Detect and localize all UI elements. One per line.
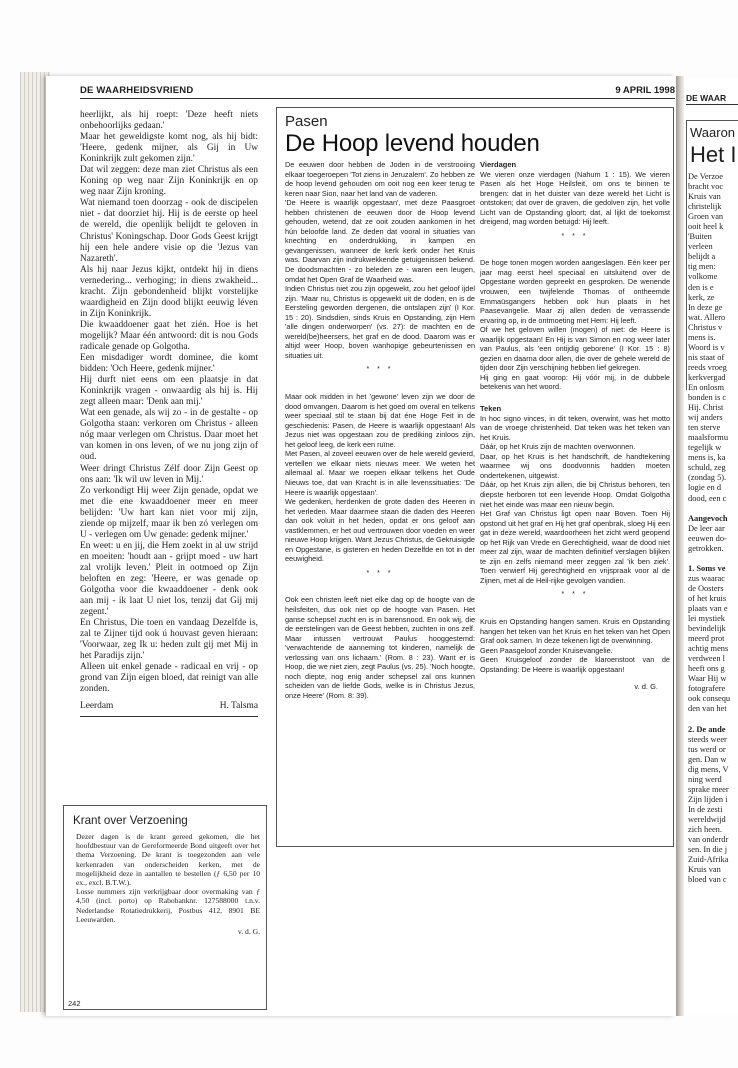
right-text-line: (zondag 5). xyxy=(688,473,727,483)
right-text-line: ooit heel k xyxy=(688,222,724,232)
right-text-line: kerk, ze xyxy=(688,292,715,302)
paragraph: Daar, op het Kruis is het handschrift, de handtekening waarmee wij ons doodvonnis hadden moeten ondertekenen, uitgewist. xyxy=(480,451,670,480)
right-text-line: dig mens, V xyxy=(688,764,729,774)
right-text-line: christelijk xyxy=(688,202,722,212)
issue-date: 9 APRIL 1998 xyxy=(615,85,675,96)
right-text-line: Groen van xyxy=(688,212,724,222)
paragraph: Geen Paasgeloof zonder Kruisevangelie. xyxy=(480,645,613,655)
paragraph: En weet: u en jij, die Hem zoekt in al uw strijd en moeiten: 'houdt aan - grijpt moed - uw hart zal vrolijk leven.' Pleit in ootmoed op Zijn beloften en zeg: 'Heere, er was genade op Golgotha voor die kwaaddoener - denk ook aan mij - ik laat U niet los, tenzij dat Gij mij zegent.' xyxy=(80,540,258,618)
right-text-line: fotografere xyxy=(688,684,726,694)
right-text-line: gen. Dan w xyxy=(688,754,727,764)
announcement-title: Krant over Verzoening xyxy=(73,814,188,827)
right-text-line: En onlosm xyxy=(688,382,725,392)
paragraph: Hij ging en gaat voorop: Hij vóór mij, in de dubbele betekenis van het woord. xyxy=(480,372,670,392)
right-text-line: getrokken. xyxy=(688,543,724,553)
right-text-line: bevindelijk xyxy=(688,624,726,634)
paragraph: Dezer dagen is de krant gereed gekomen, die het hoofdbestuur van de Gereformeerde Bond uitgeeft over het thema Verzoening. De krant is toegezonden aan vele kerkenraden van onderscheiden kerken, met de mogelijkheid deze in aantallen te bestellen (ƒ 6,50 per 10 ex., excl. B.T.W.). xyxy=(76,832,260,888)
book-gutter xyxy=(676,76,684,1016)
paragraph: 'De Heere is waarlijk opgestaan', met deze Paasgroet hebben christenen de eeuwen door de Hoop levend gehouden, wetend, dat ze ooit zouden aankomen in het hún beloofde land. Ze deden dat vooral in situaties van knechting en onderdrukking, in kampen en gevangenissen, wanneer de kerk kerk onder het Kruis was. Daarvan zijn indrukwekkende getuigenissen bekend. De doodsmachten - zo beleden ze - waren een leugen, omdat het Open Graf de Waarheid was. xyxy=(285,198,475,284)
right-text-line: 'Buiten xyxy=(688,232,712,242)
paragraph: Met Pasen, al zoveel eeuwen over de hele wereld gevierd, vertellen we elkaar niets nieuws meer. We weten het allemaal al. Maar we roepen elkaar telkens het Oude Nieuws toe, dat van Kracht is in alle levenssituaties: 'De Heere is waarlijk opgestaan'. xyxy=(285,449,475,497)
right-article-kicker: Waaron xyxy=(690,125,736,140)
right-text-line: Christus v xyxy=(688,322,723,332)
right-text-line: Waar Hij w xyxy=(688,674,727,684)
announcement-signature: v. d. G. xyxy=(237,927,260,937)
article-column-right xyxy=(480,160,670,692)
right-text-line: tig men: xyxy=(688,262,716,272)
right-text-line xyxy=(688,554,738,564)
paragraph: heerlijkt, als hij roept: 'Deze heeft niets onbehoorlijks gedaan.' xyxy=(80,110,258,132)
paragraph: Weer dringt Christus Zélf door Zijn Geest op ons aan: 'Ik wil uw leven in Mij.' xyxy=(80,463,258,485)
right-text-line: tus werd or xyxy=(688,744,726,754)
right-page-edge xyxy=(684,78,738,1014)
paragraph: Kruis en Opstanding hangen samen. Kruis en Opstanding hangen het teken van het Kruis en het teken van het Open Graf ook samen. In deze tekenen ligt de overwinning. xyxy=(480,616,670,646)
paragraph: Wat niemand toen doorzag - ook de discipelen niet - dat doorziet hij. Hij is de eerste op heel de wereld, die openlijk belijdt te geloven in Christus' Koningschap. Door Gods Geest krijgt hij een hele andere visie op die 'Jezus van Nazareth'. xyxy=(80,198,258,264)
paragraph: Wat een genade, als wij zo - in de gestalte - op Golgotha staan: verkoren om Christus - alleen nóg maar verlegen om Christus. Daar moet het van komen in ons leven, of we nu jong zijn of oud. xyxy=(80,408,258,463)
paragraph: Als hij naar Jezus kijkt, ontdekt hij in diens vernedering... verhoging; in diens zwakheid... kracht. Zijn gebondenheid blijkt vorstelijke waardigheid en Zijn dood blijkt eeuwig léven in Zijn Koninkrijk. xyxy=(80,264,258,319)
paragraph: Dat wil zeggen: deze man ziet Christus als een Koning op weg naar Zijn Koninkrijk en op weg naar Zijn kroning. xyxy=(80,165,258,198)
right-text-line: den van het xyxy=(688,704,727,714)
right-text-line: De leer aar xyxy=(688,523,725,533)
paragraph: De hoge tonen mogen worden aangeslagen. Eén keer per jaar mag eerst heel speciaal en uitsluitend over de Opgestane worden gepreekt en gesproken. De wenende vrouwen, een twijfelende Thomas of ontheemde Emmaüsgangers hebben ook hun plaats in het Paasevangelie. Maar zij allen deden de verrassende ervaring op, in de ontmoeting met Hem: Hij leeft. xyxy=(480,258,670,325)
right-text-line xyxy=(688,504,738,514)
page-number: 242 xyxy=(68,999,81,1008)
paragraph: Dáár, op het Kruis zijn allen, die bij Christus behoren, ten diepste herboren tot een levende Hoop. Omdat Golgotha niet het einde was maar een nieuw begin. xyxy=(480,480,670,509)
paragraph: Ook een christen leeft niet elke dag op de hoogte van de heilsfeiten, dus ook niet op de hoogte van Pasen. Het ganse schepsel zucht en is in barensnood. En ook wij, die de eerstelingen van de Geest hebben, zuchten in ons zelf. Maar intussen vertrouwt Paulus hooggestemd: 'verwachtende de aanneming tot kinderen, namelijk de verlossing van ons lichaam.' (Rom. 8 : 23). Want er is Hoop, die we niet zien, zegt Paulus (vs. 25). 'Noch hoogte, noch diepte, nog enig ander schepsel zal ons kunnen scheiden van de liefde Gods, welke is in Christus Jezus, onze Heere' (Rom. 8: 39). xyxy=(285,595,475,700)
article-column-left xyxy=(285,160,475,700)
right-text-line: bonden is c xyxy=(688,393,727,403)
right-text-line: tegelijk w xyxy=(688,443,722,453)
section-divider: * * * xyxy=(561,591,589,599)
right-text-line: steeds weer xyxy=(688,734,727,744)
right-text-line: sprake meer xyxy=(688,784,729,794)
right-text-line: In deze ge xyxy=(688,302,723,312)
place-name: Leerdam xyxy=(80,701,114,712)
subheading-vierdagen: Vierdagen xyxy=(480,160,517,169)
right-article-text xyxy=(688,172,738,885)
right-text-line: verdween l xyxy=(688,654,725,664)
subheading-teken: Teken xyxy=(480,404,502,414)
right-text-line: dood, een c xyxy=(688,493,727,503)
right-text-line: of het kruis xyxy=(688,593,727,603)
right-text-line: schuld, zeg xyxy=(688,463,726,473)
paragraph: Hij durft niet eens om een plaatsje in dat Koninkrijk vragen - onwaardig als hij is. Hij zegt alleen maar: 'Denk aan mij.' xyxy=(80,375,258,408)
right-text-line: mens is. xyxy=(688,332,716,342)
right-text-line: eeuwen do- xyxy=(688,533,727,543)
right-text-line: kerkvergad xyxy=(688,372,726,382)
right-text-line: plaats van e xyxy=(688,604,728,614)
section-divider: * * * xyxy=(561,232,589,240)
right-text-line: bracht voc xyxy=(688,182,724,192)
right-text-line: ook consequ xyxy=(688,694,731,704)
right-text-line: ten sterve xyxy=(688,423,721,433)
right-text-line: maalsformu xyxy=(688,433,729,443)
right-text-line: Zijn lijden i xyxy=(688,794,728,804)
running-head xyxy=(80,85,675,99)
section-divider: * * * xyxy=(366,569,394,577)
paragraph: Of we het geloven willen (mogen) of niet: de Heere is waarlijk opgestaan! En Hij is van Simon en nog weer later van Paulus, als 'een ontijdig geborene' (I Kor. 15 : 8) gezien en daarna door allen, die over de gehele wereld de tijden door Zijn verschijning hebben lief gekregen. xyxy=(480,325,670,373)
right-text-line: de Oosters xyxy=(688,583,724,593)
right-text-line: wereldwijd xyxy=(688,815,726,824)
right-text-line: den is e xyxy=(688,282,714,292)
paragraph: Die kwaaddoener gaat het zién. Hoe is het mogelijk? Maar één antwoord: dit is nou Gods radicale genade op Golgotha. xyxy=(80,319,258,352)
right-text-line: Aangevoch xyxy=(688,513,728,523)
right-text-line: 1. Soms ve xyxy=(688,563,726,573)
right-text-line: zich heen. xyxy=(688,825,722,835)
right-text-line: De Verzoe xyxy=(688,172,723,181)
right-text-line: van onderdr xyxy=(688,835,729,845)
meditation-column xyxy=(80,110,258,717)
right-text-line: meerd prot xyxy=(688,634,725,644)
paragraph: Het Graf van Christus ligt open naar Boven. Toen Hij opstond uit het graf en Hij het graf openbrak, sloeg Hij een gat in deze wereld, waardoorheen het zicht werd geopend op het Rijk van Vrede en Gerechtigheid, waar de dood niet meer zal zijn, waar de machten definitief verslagen blijken te zijn en zelfs niemand meer zeggen zal 'ik ben ziek'. Toen verwierf Hij gerechtigheid en vrijspraak voor al de Zijnen, met al de Heil-rijke gevolgen vandien. xyxy=(480,509,670,585)
right-text-line: Hij. Christ xyxy=(688,403,724,413)
right-text-line: bloed van c xyxy=(688,875,727,885)
paragraph: Alleen uit enkel genade - radicaal en vrij - op grond van Zijn eigen bloed, dat reinigt van alle zonden. xyxy=(80,662,258,695)
easter-article xyxy=(276,107,674,847)
paragraph: We vieren onze vierdagen (Nahum 1 : 15). We vieren Pasen als het Hoge Heilsfeit, om ons te binnen te brengen: dat in het duister van deze wereld het Licht is ontstoken; dat over de graven, die gedolven zijn, het volle Licht van de Opstanding gloort; dat, al lijkt de toekomst dreigend, mag worden betuigd: Hij leeft. xyxy=(480,169,670,227)
paragraph: Dáár, op het Kruis zijn de machten overwonnen. xyxy=(480,442,636,452)
right-text-line xyxy=(688,715,738,725)
article-signature: v. d. G. xyxy=(634,682,658,692)
right-text-line: ning werd xyxy=(688,774,722,784)
paragraph: Een misdadiger wordt dominee, die komt bidden: 'Och Heere, gedenk mijner.' xyxy=(80,353,258,375)
author-signature xyxy=(80,701,258,716)
right-text-line: achtig mens xyxy=(688,644,729,654)
paragraph: Indien Christus niet zou zijn opgewekt, zou het geloof ijdel zijn. 'Maar nu, Christus is opgewekt uit de doden, en is de Eersteling geworden dergenen, die ontslapen zijn' (I Kor. 15 : 20). Sindsdien, sinds Kruis en Opstanding, zijn Hem 'alle dingen onderworpen' (vs. 27): de machten en de wereld(be)heersers, het graf en de dood. Daarom was er altijd weer Hoop, boven wanhopige gebeurtenissen en situaties uit. xyxy=(285,284,475,360)
paragraph: Maar ook midden in het 'gewone' leven zijn we door de dood omvangen. Daarom is het goed om overal en telkens weer speciaal stil te staan bij dat éne Hoge Feit in de geschiedenis: Pasen, de Heere is waarlijk opgestaan! Als Jezus niet was opgestaan zou de prediking zinloos zijn, het geloof leeg, de kerk een ruïne. xyxy=(285,392,475,449)
right-text-line: lei mystiek xyxy=(688,614,725,624)
announcement-box xyxy=(63,805,267,1010)
right-text-line: verleen xyxy=(688,242,713,252)
paragraph: Zo verkondigt Hij weer Zijn genade, opdat we met die ene kwaaddoener meer en meer belijden: 'Uw hart kan niet voor mij zijn, ziende op mijzelf, maar ik ben zó verlegen om U - verlegen om Uw genade: gedenk mijner.' xyxy=(80,485,258,540)
author-name: H. Talsma xyxy=(219,701,258,712)
right-text-line: wij anders xyxy=(688,413,723,423)
right-running-head: DE WAAR xyxy=(686,93,727,103)
right-text-line: 2. De ande xyxy=(688,724,726,734)
right-article-title: Het I xyxy=(690,142,737,167)
right-text-line: zus waarac xyxy=(688,573,725,583)
right-text-line: sen. In die j xyxy=(688,845,728,855)
right-text-line: Kruis van xyxy=(688,865,721,875)
right-text-line: Zuid-Afrika xyxy=(688,855,729,865)
paragraph: In hoc signo vinces, in dit teken, overwint, was het motto van de vroege christenheid. Dat teken was het teken van het Kruis. xyxy=(480,413,670,442)
right-text-line: nis staat of xyxy=(688,352,725,362)
right-text-line: reeds vroeg xyxy=(688,362,727,372)
publication-title: DE WAARHEIDSVRIEND xyxy=(80,85,194,96)
paragraph: De eeuwen door hebben de Joden in de verstrooiing elkaar toegeroepen 'Tot ziens in Jeruzalem'. Zo hebben ze de hoop levend gehouden om ooit nog een keer terug te keren naar Sion, naar het land van de vaderen. xyxy=(285,160,475,198)
right-text-line: volkome xyxy=(688,272,718,282)
paragraph: Losse nummers zijn verkrijgbaar door overmaking van ƒ 4,50 (incl. porto) op Rabobanknr. 127588000 t.n.v. Nederlandse Rotatiedrukkerij, Postbus 412, 8901 BE Leeuwarden. xyxy=(76,887,260,924)
paragraph: En Christus, Die toen en vandaag Dezelfde is, zal te Zijner tijd ook ú houvast geven hieraan: 'Voorwaar, zeg Ik u: heden zult gij met Mij in het Paradijs zijn.' xyxy=(80,618,258,662)
paragraph: We gedenken, herdenken de grote daden des Heeren in het verleden. Maar daarmee staan die daden des Heeren dan ook voluit in het heden, opdat er ons geloof aan vastklemmen, er het oud vertrouwen door voeden en weer nieuwe Hoop krijgen. Want Jezus Christus, de Gekruisigde en Opgestane, is gisteren en heden Dezelfde en tot in der eeuwigheid. xyxy=(285,497,475,564)
right-text-line: mens is, ka xyxy=(688,453,726,463)
right-text-line: Woord is v xyxy=(688,342,725,352)
announcement-text xyxy=(76,832,260,936)
right-head-rule xyxy=(686,104,738,105)
right-text-line: Kruis van xyxy=(688,192,721,202)
right-text-line: belijdt a xyxy=(688,252,716,262)
paragraph: Geen Kruisgeloof zonder de klaroenstoot van de Opstanding: De Heere is waarlijk opgestaan! xyxy=(480,655,670,674)
paragraph: Maar het geweldigste komt nog, als hij bidt: 'Heere, gedenk mijner, als Gij in Uw Koninkrijk zult gekomen zijn.' xyxy=(80,132,258,165)
right-text-line: heeft ons g xyxy=(688,664,725,674)
right-text-line: In de zesti xyxy=(688,804,723,814)
right-text-line: wat. Allero xyxy=(688,312,726,322)
article-kicker: Pasen xyxy=(285,113,328,130)
article-headline: De Hoop levend houden xyxy=(285,130,540,157)
section-divider: * * * xyxy=(366,366,394,374)
right-text-line: logie en d xyxy=(688,483,722,493)
